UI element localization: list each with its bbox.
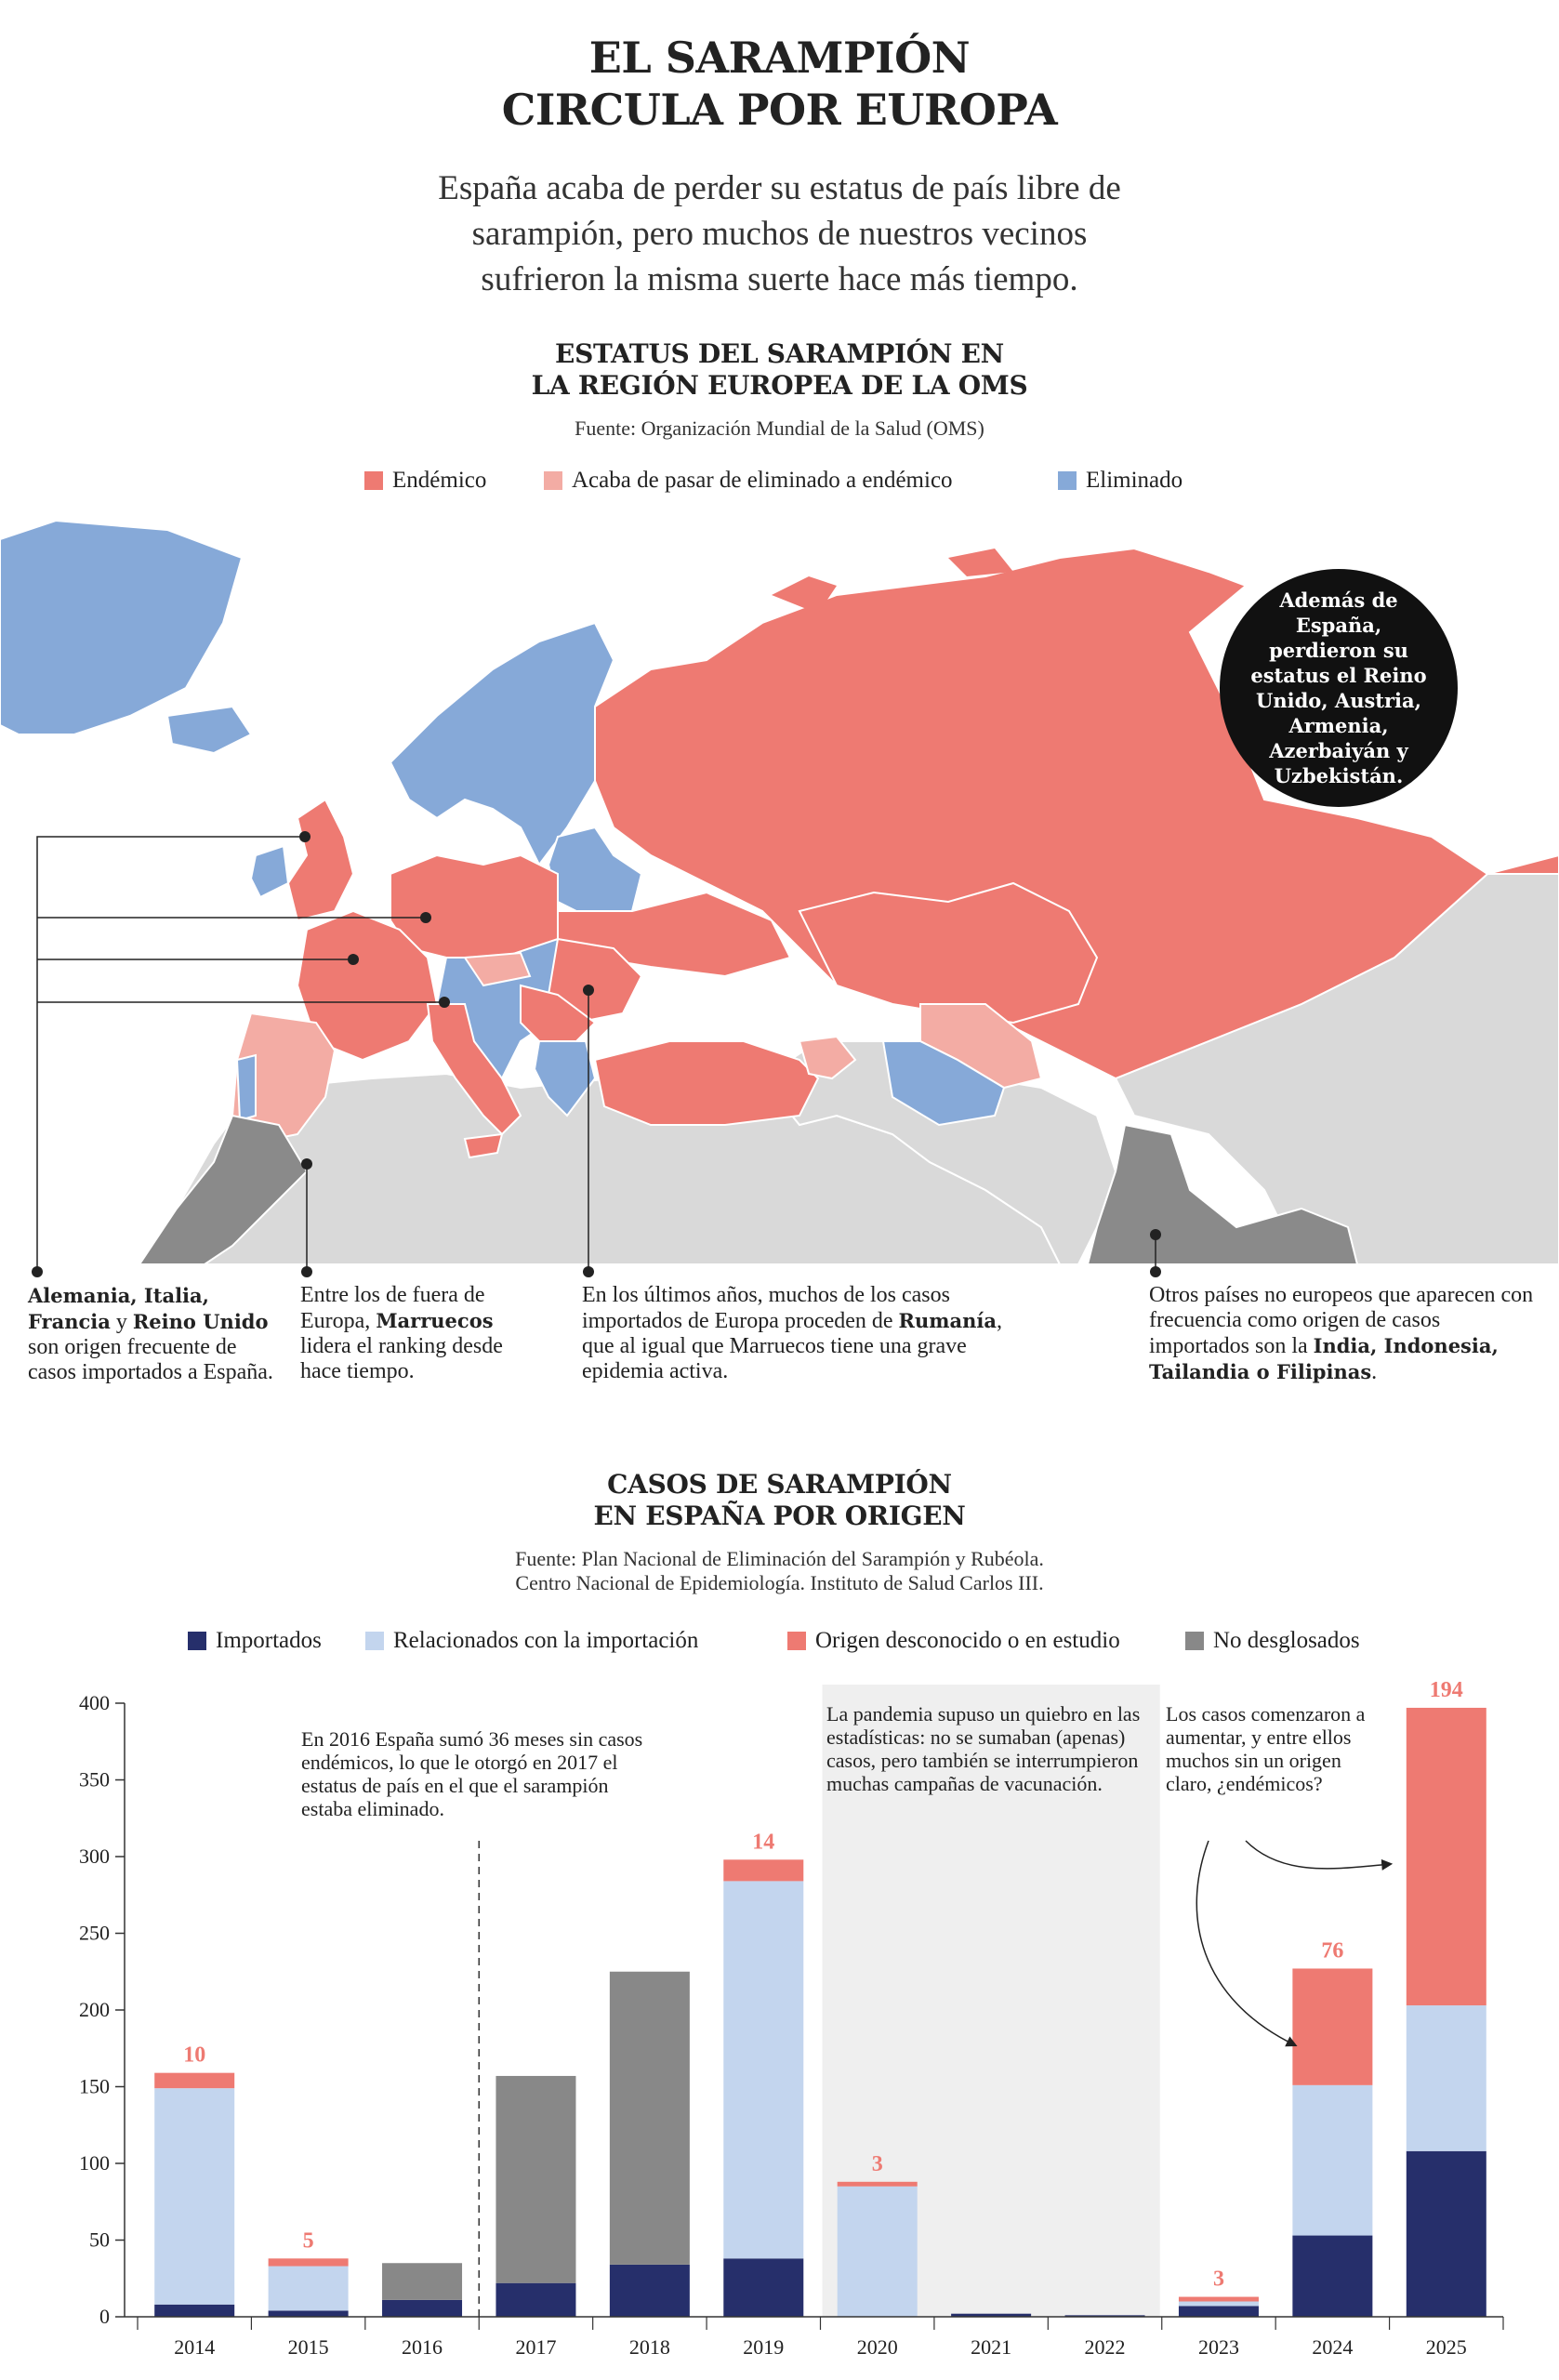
- title-line-2: CIRCULA POR EUROPA: [501, 85, 1058, 135]
- a4-text-1: Otros países no europeos que aparecen con frecuencia como origen de casos importados son la: [1149, 1283, 1534, 1358]
- chart-source: [0, 1547, 1559, 1595]
- x-tick-label: 2022: [1084, 2335, 1126, 2359]
- a3-text-1: En los últimos años, muchos de los casos importados de Europa proceden de: [582, 1283, 950, 1333]
- value-label: 76: [1321, 1938, 1344, 1964]
- value-label: 5: [302, 2228, 314, 2254]
- bar-segment: [495, 2076, 575, 2283]
- map-leaders: [0, 818, 1559, 1283]
- value-label: 3: [1212, 2267, 1224, 2292]
- marker-a4: [1150, 1266, 1161, 1277]
- bar-segment: [269, 2258, 349, 2266]
- legend-label-nobreakdown: No desglosados: [1213, 1628, 1360, 1653]
- bar-segment: [1179, 2297, 1259, 2302]
- marker-a1: [32, 1266, 43, 1277]
- bar-segment: [723, 2258, 803, 2317]
- y-tick-label: 150: [79, 2074, 110, 2098]
- note-2016: En 2016 España sumó 36 meses sin casos endémicos, lo que le otorgó en 2017 el estatus de país en el que el sarampión estaba eliminado.: [301, 1727, 643, 1820]
- a2-text-1: Entre los de fuera de Europa,: [300, 1283, 485, 1333]
- bar-segment: [495, 2283, 575, 2317]
- y-tick-label: 250: [79, 1921, 110, 1945]
- legend-swatch-recent: [544, 471, 562, 490]
- bar-segment: [1292, 1968, 1372, 2084]
- chart-legend-imported: [188, 1628, 322, 1654]
- note-rise: Los casos comenzaron a aumentar, y entre ellos muchos sin un origen claro, ¿endémicos?: [1166, 1702, 1366, 1795]
- lead-line-2: sarampión, pero muchos de nuestros vecinos: [471, 215, 1088, 253]
- y-tick-label: 50: [89, 2228, 110, 2252]
- chart-section-title: [0, 1469, 1559, 1532]
- legend-label-imported: Importados: [216, 1628, 322, 1653]
- marker-france: [348, 954, 359, 965]
- bar-segment: [154, 2305, 234, 2317]
- x-tick-label: 2018: [628, 2335, 670, 2359]
- legend-swatch-eliminated: [1058, 471, 1077, 490]
- marker-romania: [583, 985, 594, 996]
- legend-label-recent: Acaba de pasar de eliminado a endémico: [572, 468, 953, 493]
- y-tick-label: 400: [79, 1691, 110, 1714]
- bubble-text: Además de España, perdieron su estatus el Reino Unido, Austria, Armenia, Azerbaiyán y Uzbekistán.: [1250, 588, 1427, 787]
- legend-label-endemic: Endémico: [392, 468, 487, 493]
- a1-text-2: son origen frecuente de casos importados a España.: [28, 1335, 273, 1384]
- x-tick-label: 2015: [287, 2335, 329, 2359]
- x-tick-label: 2014: [174, 2335, 216, 2359]
- a4-bold-1: India, Indonesia, Tailandia o Filipinas: [1149, 1334, 1499, 1383]
- chart-source-line-1: Fuente: Plan Nacional de Eliminación del Sarampión y Rubéola.: [515, 1547, 1044, 1570]
- annotation-neighbors: [28, 1283, 288, 1385]
- y-tick-label: 350: [79, 1767, 110, 1792]
- chart-legend-nobreakdown: [1185, 1628, 1360, 1654]
- map-legend-recent: [544, 468, 953, 494]
- bar-segment: [1407, 2151, 1486, 2317]
- page-title: [0, 32, 1559, 136]
- legend-swatch-nobreakdown: [1185, 1632, 1204, 1650]
- chart-title-line-1: CASOS DE SARAMPIÓN: [607, 1469, 952, 1500]
- bar-segment: [1179, 2306, 1259, 2317]
- a2-bold-1: Marruecos: [376, 1309, 494, 1332]
- legend-swatch-imported: [188, 1632, 206, 1650]
- chart-legend-related: [365, 1628, 698, 1654]
- bar-segment: [723, 1859, 803, 1881]
- y-tick-label: 300: [79, 1844, 110, 1868]
- value-label: 14: [752, 1830, 775, 1855]
- marker-italy: [439, 997, 450, 1008]
- map-legend-endemic: [364, 468, 486, 494]
- title-line-1: EL SARAMPIÓN: [588, 33, 971, 83]
- map-legend-eliminated: [1058, 468, 1182, 494]
- a1-bold-1: Alemania, Italia,: [28, 1284, 209, 1307]
- a1-bold-3: Reino Unido: [132, 1310, 269, 1333]
- marker-a2: [301, 1266, 312, 1277]
- bar-segment: [838, 2187, 918, 2317]
- annotation-asia: [1149, 1283, 1539, 1385]
- x-tick-label: 2020: [856, 2335, 898, 2359]
- marker-india: [1150, 1229, 1161, 1240]
- value-label: 3: [871, 2151, 883, 2176]
- map-source: Fuente: Organización Mundial de la Salud (OMS): [575, 416, 984, 440]
- a3-text-2: , que al igual que Marruecos tiene una grave epidemia activa.: [582, 1309, 1002, 1383]
- bar-segment: [610, 1972, 690, 2265]
- bar-segment: [1407, 2005, 1486, 2151]
- a2-text-2: lidera el ranking desde hace tiempo.: [300, 1334, 503, 1383]
- marker-a3: [583, 1266, 594, 1277]
- bar-segment: [269, 2267, 349, 2311]
- map-iceland: [167, 707, 251, 753]
- x-tick-label: 2023: [1197, 2335, 1239, 2359]
- arrow-to-2024: [1196, 1841, 1295, 2045]
- bar-segment: [382, 2300, 462, 2317]
- legend-label-related: Relacionados con la importación: [393, 1628, 699, 1653]
- legend-label-unknown: Origen desconocido o en estudio: [815, 1628, 1120, 1653]
- chart-legend-unknown: [787, 1628, 1120, 1654]
- map-title-line-1: ESTATUS DEL SARAMPIÓN EN: [555, 338, 1004, 369]
- bar-segment: [382, 2263, 462, 2300]
- legend-swatch-endemic: [364, 471, 383, 490]
- x-tick-label: 2021: [971, 2335, 1012, 2359]
- legend-swatch-related: [365, 1632, 384, 1650]
- marker-morocco: [301, 1158, 312, 1170]
- annotation-morocco: [300, 1283, 523, 1384]
- annotation-romania: [582, 1283, 1019, 1384]
- arrow-to-2025: [1246, 1841, 1391, 1869]
- x-tick-label: 2024: [1312, 2335, 1354, 2359]
- bar-segment: [838, 2182, 918, 2187]
- bar-segment: [723, 1881, 803, 2258]
- x-tick-label: 2025: [1425, 2335, 1467, 2359]
- bar-segment: [610, 2265, 690, 2317]
- x-tick-label: 2017: [515, 2335, 557, 2359]
- bar-segment: [1179, 2302, 1259, 2307]
- x-tick-label: 2019: [743, 2335, 785, 2359]
- x-tick-label: 2016: [402, 2335, 443, 2359]
- map-section-title: [0, 338, 1559, 402]
- marker-uk: [299, 831, 310, 842]
- bar-segment: [1292, 2085, 1372, 2236]
- y-tick-label: 0: [99, 2305, 110, 2328]
- legend-swatch-unknown: [787, 1632, 806, 1650]
- lead-paragraph: [0, 165, 1559, 302]
- leader-uk: [37, 837, 305, 1272]
- y-tick-label: 200: [79, 1998, 110, 2021]
- status-lost-bubble: [1220, 569, 1458, 807]
- bar-segment: [1292, 2236, 1372, 2317]
- value-label: 194: [1429, 1677, 1463, 1702]
- lead-line-3: sufrieron la misma suerte hace más tiempo.: [481, 260, 1078, 298]
- marker-germany: [420, 912, 431, 923]
- a3-bold-1: Rumanía: [898, 1309, 997, 1332]
- map-greenland: [0, 521, 242, 734]
- map-title-line-2: LA REGIÓN EUROPEA DE LA OMS: [531, 370, 1028, 401]
- note-pandemic: La pandemia supuso un quiebro en las estadísticas: no se sumaban (apenas) casos, pero también se interrumpieron muchas campañas de vacunación.: [826, 1702, 1141, 1795]
- bar-segment: [269, 2310, 349, 2317]
- legend-label-eliminated: Eliminado: [1086, 468, 1183, 493]
- chart-source-line-2: Centro Nacional de Epidemiología. Instituto de Salud Carlos III.: [515, 1571, 1044, 1594]
- chart-title-line-2: EN ESPAÑA POR ORIGEN: [593, 1501, 966, 1531]
- bar-segment: [154, 2088, 234, 2305]
- y-tick-label: 100: [79, 2151, 110, 2175]
- value-label: 10: [183, 2043, 206, 2068]
- a4-text-2: .: [1371, 1360, 1378, 1384]
- a1-bold-2: Francia: [28, 1310, 111, 1333]
- a1-text-1: y: [115, 1310, 127, 1334]
- bar-segment: [154, 2073, 234, 2089]
- bar-segment: [1407, 1708, 1486, 2005]
- lead-line-1: España acaba de perder su estatus de país libre de: [438, 169, 1121, 207]
